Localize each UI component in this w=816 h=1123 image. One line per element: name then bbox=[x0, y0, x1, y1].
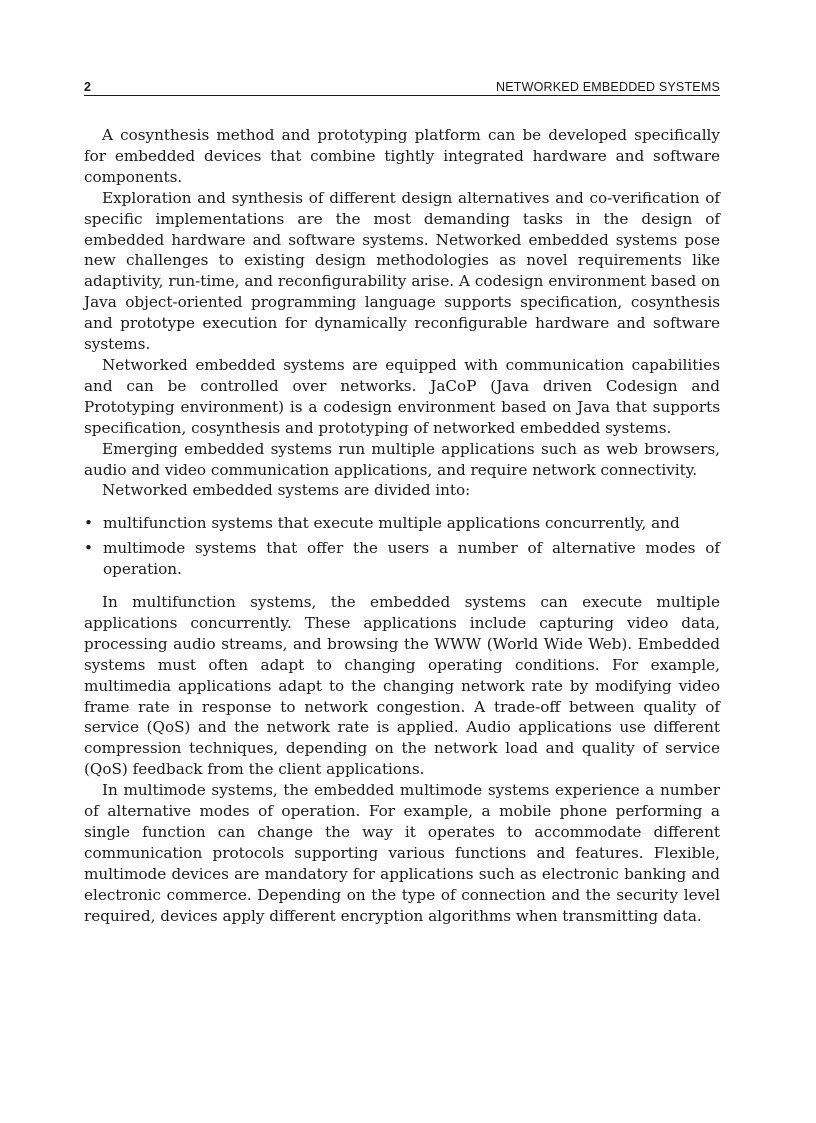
paragraph: Exploration and synthesis of different design alternatives and co-verification of specific implementations are the most demanding tasks in the design of embedded hardware and software systems. Networked embedded systems pose new challenges to existing design methodologies as novel requirements like adaptivity, run-time, and reconfigurability arise. A codesign environment based on Java object-oriented programming language supports specification, cosynthesis and prototype execution for dynamically reconfigurable hardware and software systems. bbox=[84, 188, 720, 354]
list-item bbox=[84, 538, 720, 580]
bullet-icon: • bbox=[84, 539, 93, 558]
list-item-text: multimode systems that offer the users a number of alternative modes of operation. bbox=[103, 539, 720, 579]
paragraph: In multifunction systems, the embedded systems can execute multiple applications concurrently. These applications include capturing video data, processing audio streams, and browsing the WWW (World Wide Web). Embedded systems must often adapt to changing operating conditions. For example, multimedia applications adapt to the changing network rate by modifying video frame rate in response to network congestion. A trade-off between quality of service (QoS) and the network rate is applied. Audio applications use different compression techniques, depending on the network load and quality of service (QoS) feedback from the client applications. bbox=[84, 593, 720, 779]
bullet-list bbox=[84, 513, 720, 580]
body-text bbox=[84, 125, 720, 927]
paragraph: Networked embedded systems are equipped with communication capabilities and can be controlled over networks. JaCoP (Java driven Codesign and Prototyping environment) is a codesign environment based on Java that supports specification, cosynthesis and prototyping of networked embedded systems. bbox=[84, 355, 720, 437]
running-header bbox=[84, 80, 720, 96]
running-title: NETWORKED EMBEDDED SYSTEMS bbox=[496, 80, 720, 94]
paragraph: In multimode systems, the embedded multimode systems experience a number of alternative modes of operation. For example, a mobile phone performing a single function can change the way it operates to accommodate different communication protocols supporting various functions and features. Flexible, multimode devices are mandatory for applications such as electronic banking and electronic commerce. Depending on the type of connection and the security level required, devices apply different encryption algorithms when transmitting data. bbox=[84, 781, 720, 925]
bullet-icon: • bbox=[84, 514, 93, 533]
paragraph: A cosynthesis method and prototyping platform can be developed specifically for embedded devices that combine tightly integrated hardware and software components. bbox=[84, 126, 720, 186]
page-number: 2 bbox=[84, 80, 91, 94]
list-item-text: multifunction systems that execute multiple applications concurrently, and bbox=[103, 514, 680, 533]
paragraph: Emerging embedded systems run multiple applications such as web browsers, audio and video communication applications, and require network connectivity. bbox=[84, 439, 720, 479]
list-item bbox=[84, 513, 720, 534]
paragraph: Networked embedded systems are divided into: bbox=[102, 481, 471, 500]
